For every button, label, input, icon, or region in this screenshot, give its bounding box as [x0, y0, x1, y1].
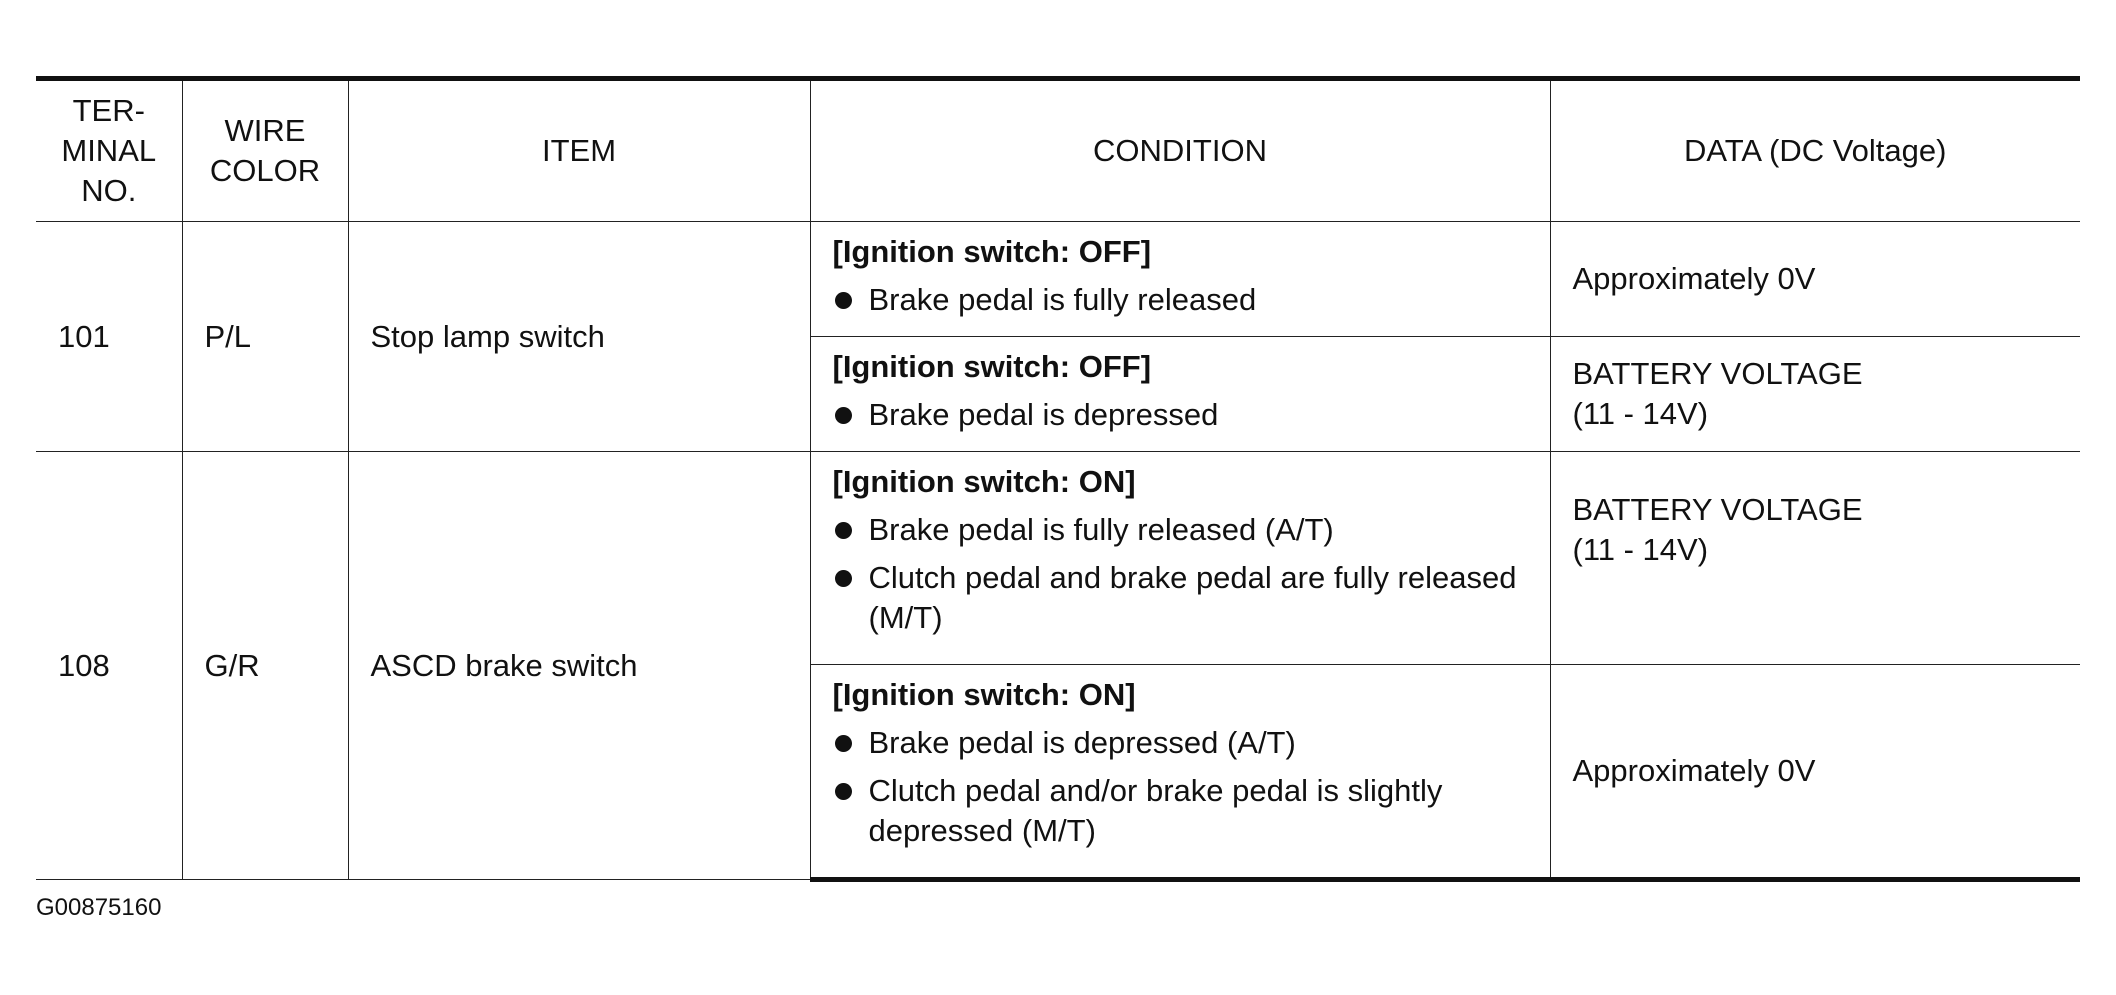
data-value: Approximately 0V: [1550, 222, 2080, 337]
header-wire-color: WIRE COLOR: [182, 79, 348, 222]
table-row: [36, 222, 2080, 337]
condition-bullet: Clutch pedal and brake pedal are fully released (M/T): [833, 558, 1540, 638]
condition-cell: [810, 452, 1550, 665]
condition-heading: [Ignition switch: ON]: [832, 464, 1136, 499]
header-row: [36, 79, 2080, 222]
condition-cell: [810, 222, 1550, 337]
data-value: BATTERY VOLTAGE (11 - 14V): [1550, 452, 2080, 665]
bullet-icon: [835, 407, 852, 424]
bullet-icon: [835, 783, 852, 800]
terminal-data-table: [36, 76, 2080, 882]
condition-bullet: Brake pedal is depressed (A/T): [833, 723, 1540, 763]
header-data: DATA (DC Voltage): [1550, 79, 2080, 222]
condition-heading: [Ignition switch: OFF]: [832, 234, 1152, 269]
condition-bullet: Brake pedal is depressed: [833, 395, 1540, 435]
bullet-icon: [835, 522, 852, 539]
condition-heading: [Ignition switch: ON]: [832, 677, 1136, 712]
condition-bullet: Clutch pedal and/or brake pedal is slightly depressed (M/T): [833, 771, 1540, 851]
header-item: ITEM: [348, 79, 810, 222]
header-terminal-no: TER- MINAL NO.: [36, 79, 182, 222]
terminal-data-table-container: [36, 76, 2080, 882]
bullet-icon: [835, 570, 852, 587]
bullet-icon: [835, 292, 852, 309]
condition-bullet: Brake pedal is fully released: [833, 280, 1540, 320]
data-value: BATTERY VOLTAGE (11 - 14V): [1550, 337, 2080, 452]
terminal-number: 108: [36, 452, 182, 880]
wire-color: G/R: [182, 452, 348, 880]
condition-cell: [810, 337, 1550, 452]
item-name: Stop lamp switch: [348, 222, 810, 452]
figure-code: G00875160: [36, 894, 162, 921]
header-condition: CONDITION: [810, 79, 1550, 222]
item-name: ASCD brake switch: [348, 452, 810, 880]
terminal-number: 101: [36, 222, 182, 452]
condition-cell: [810, 665, 1550, 880]
wire-color: P/L: [182, 222, 348, 452]
condition-heading: [Ignition switch: OFF]: [832, 349, 1152, 384]
data-value: Approximately 0V: [1550, 665, 2080, 880]
condition-bullet: Brake pedal is fully released (A/T): [833, 510, 1540, 550]
table-row: [36, 452, 2080, 665]
bullet-icon: [835, 735, 852, 752]
